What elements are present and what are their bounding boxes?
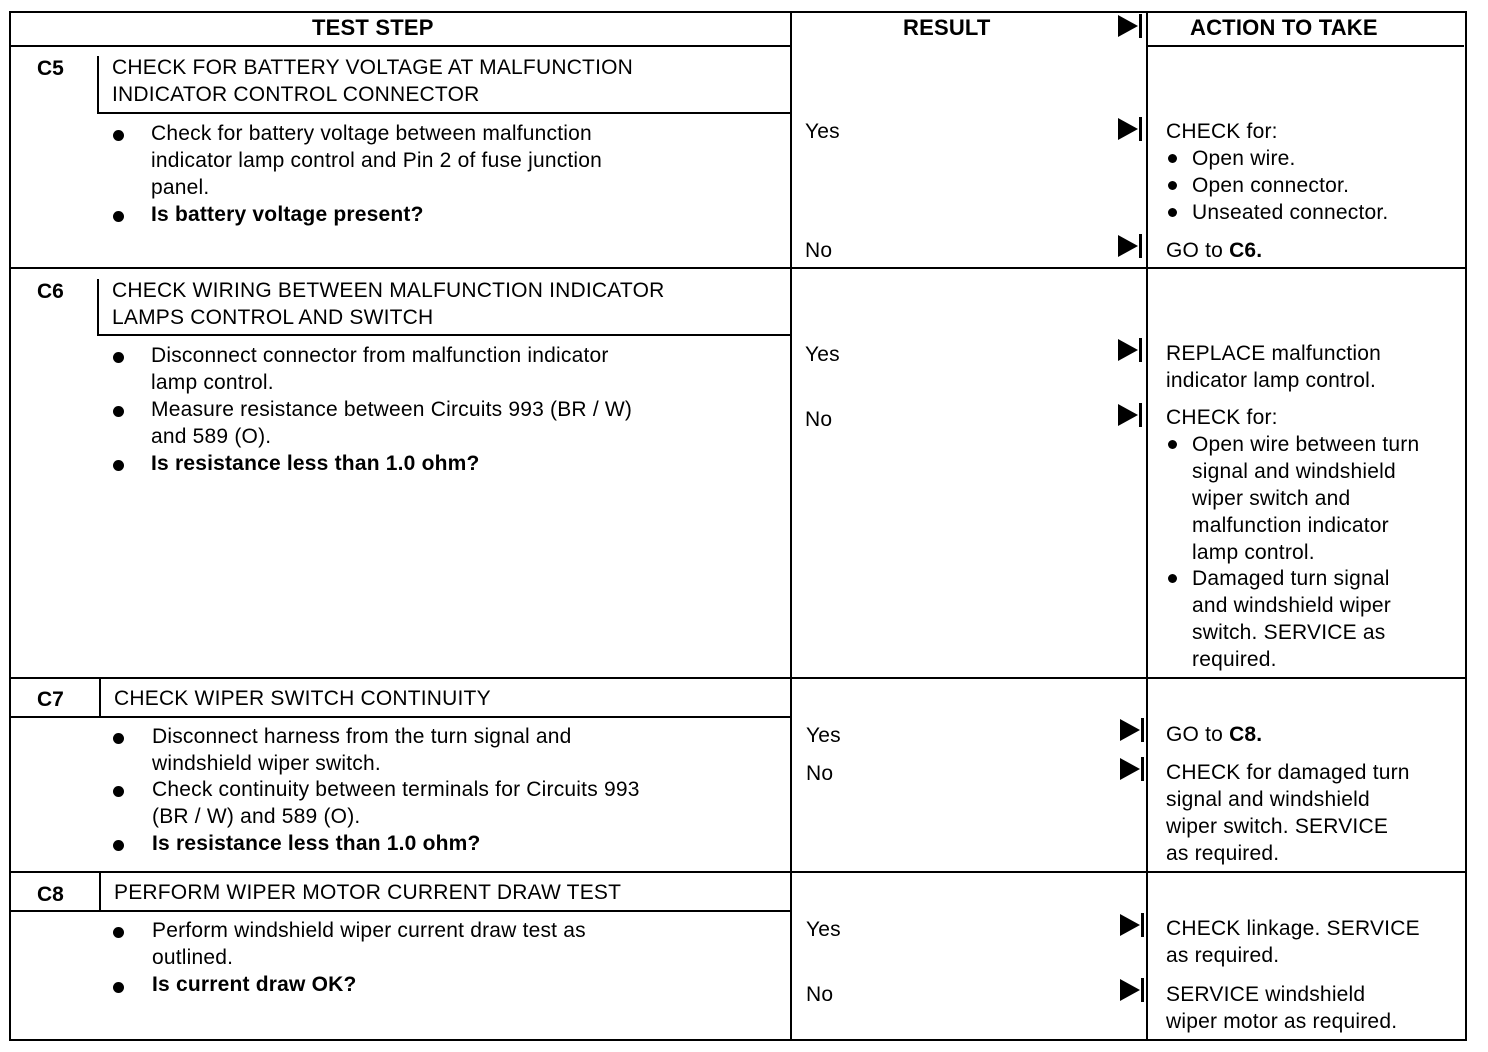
column-divider <box>790 11 792 1041</box>
bullet-icon <box>1168 440 1177 449</box>
arrow-icon <box>1120 979 1140 1001</box>
arrow-bar <box>1139 14 1142 38</box>
bullet-icon <box>113 786 124 797</box>
arrow-icon <box>1120 719 1140 741</box>
c7-yes-action: GO to C8. <box>1166 723 1263 746</box>
arrow-icon <box>1118 339 1138 361</box>
title-divider <box>9 910 790 912</box>
bullet-icon <box>1168 181 1177 190</box>
section-divider <box>9 871 1467 873</box>
c8-no: No <box>806 983 834 1006</box>
step-id-divider <box>97 56 99 114</box>
c5-action-item: Open wire. <box>1192 147 1296 170</box>
header-action: ACTION TO TAKE <box>1190 15 1378 40</box>
header-divider <box>9 45 790 47</box>
arrow-bar <box>1139 117 1142 141</box>
c8-no-action: SERVICE windshield wiper motor as required. <box>1166 983 1398 1033</box>
step-id-divider <box>97 279 99 336</box>
step-title-c7: CHECK WIPER SWITCH CONTINUITY <box>114 687 491 710</box>
step-id-c6: C6 <box>37 280 64 303</box>
arrow-bar <box>1139 234 1142 258</box>
step-title-c5: CHECK FOR BATTERY VOLTAGE AT MALFUNCTION INDICATOR CONTROL CONNECTOR <box>112 56 634 106</box>
bullet-icon <box>113 733 124 744</box>
step-title-c6: CHECK WIRING BETWEEN MALFUNCTION INDICATOR LAMPS CONTROL AND SWITCH <box>112 279 665 329</box>
bullet-icon <box>113 927 124 938</box>
bullet-icon <box>1168 154 1177 163</box>
c8-bullet-1: Perform windshield wiper current draw test as outlined. <box>152 919 586 969</box>
step-id-divider <box>99 679 101 717</box>
title-divider <box>97 112 790 114</box>
arrow-icon <box>1118 15 1138 37</box>
bullet-icon <box>113 982 124 993</box>
c6-bullet-1: Disconnect connector from malfunction indicator lamp control. <box>151 344 609 394</box>
arrow-bar <box>1141 757 1144 781</box>
arrow-bar <box>1141 913 1144 937</box>
c7-no-action: CHECK for damaged turn signal and windshield wiper switch. SERVICE as required. <box>1166 761 1410 865</box>
c5-action-item: Unseated connector. <box>1192 201 1389 224</box>
c6-no: No <box>805 408 833 431</box>
c5-yes-action: CHECK for: <box>1166 120 1278 143</box>
c6-yes: Yes <box>805 343 840 366</box>
bullet-icon <box>113 460 124 471</box>
bullet-icon <box>1168 208 1177 217</box>
c8-question: Is current draw OK? <box>152 973 357 996</box>
title-divider <box>9 716 790 718</box>
bullet-icon <box>113 211 124 222</box>
bullet-icon <box>113 130 124 141</box>
c5-no-action: GO to C6. <box>1166 239 1263 262</box>
c8-yes: Yes <box>806 918 841 941</box>
c7-question: Is resistance less than 1.0 ohm? <box>152 832 481 855</box>
bullet-icon <box>113 840 124 851</box>
c7-no: No <box>806 762 834 785</box>
c6-no-item-1: Open wire between turn signal and windshield wiper switch and malfunction indicator lamp control. <box>1192 433 1420 564</box>
c6-question: Is resistance less than 1.0 ohm? <box>151 452 480 475</box>
c6-yes-action: REPLACE malfunction indicator lamp control. <box>1166 342 1382 392</box>
header-result: RESULT <box>903 15 991 40</box>
step-id-c7: C7 <box>37 688 64 711</box>
header-divider <box>1146 45 1464 47</box>
header-test-step: TEST STEP <box>312 15 434 40</box>
title-divider <box>97 334 790 336</box>
c7-bullet-2: Check continuity between terminals for Circuits 993 (BR / W) and 589 (O). <box>152 778 640 828</box>
arrow-bar <box>1139 338 1142 362</box>
bullet-icon <box>1168 574 1177 583</box>
c5-action-item: Open connector. <box>1192 174 1350 197</box>
arrow-icon <box>1118 118 1138 140</box>
step-id-divider <box>99 873 101 911</box>
c7-yes: Yes <box>806 724 841 747</box>
arrow-bar <box>1141 718 1144 742</box>
arrow-icon <box>1120 758 1140 780</box>
step-title-c8: PERFORM WIPER MOTOR CURRENT DRAW TEST <box>114 881 622 904</box>
step-id-c5: C5 <box>37 57 64 80</box>
c5-no: No <box>805 239 833 262</box>
c5-yes: Yes <box>805 120 840 143</box>
c6-no-action: CHECK for: <box>1166 406 1278 429</box>
c5-bullet-1: Check for battery voltage between malfunction indicator lamp control and Pin 2 of fuse junction panel. <box>151 122 603 199</box>
arrow-bar <box>1141 978 1144 1002</box>
bullet-icon <box>113 406 124 417</box>
step-id-c8: C8 <box>37 883 64 906</box>
c8-yes-action: CHECK linkage. SERVICE as required. <box>1166 917 1420 967</box>
c5-question: Is battery voltage present? <box>151 203 424 226</box>
arrow-icon <box>1118 235 1138 257</box>
column-divider <box>1146 11 1148 1041</box>
arrow-icon <box>1120 914 1140 936</box>
c7-bullet-1: Disconnect harness from the turn signal and windshield wiper switch. <box>152 725 572 775</box>
section-divider <box>9 677 1467 679</box>
arrow-bar <box>1139 403 1142 427</box>
bullet-icon <box>113 352 124 363</box>
section-divider <box>9 267 1467 269</box>
c6-bullet-2: Measure resistance between Circuits 993 (BR / W) and 589 (O). <box>151 398 633 448</box>
c6-no-item-2: Damaged turn signal and windshield wiper switch. SERVICE as required. <box>1192 567 1391 671</box>
arrow-icon <box>1118 404 1138 426</box>
